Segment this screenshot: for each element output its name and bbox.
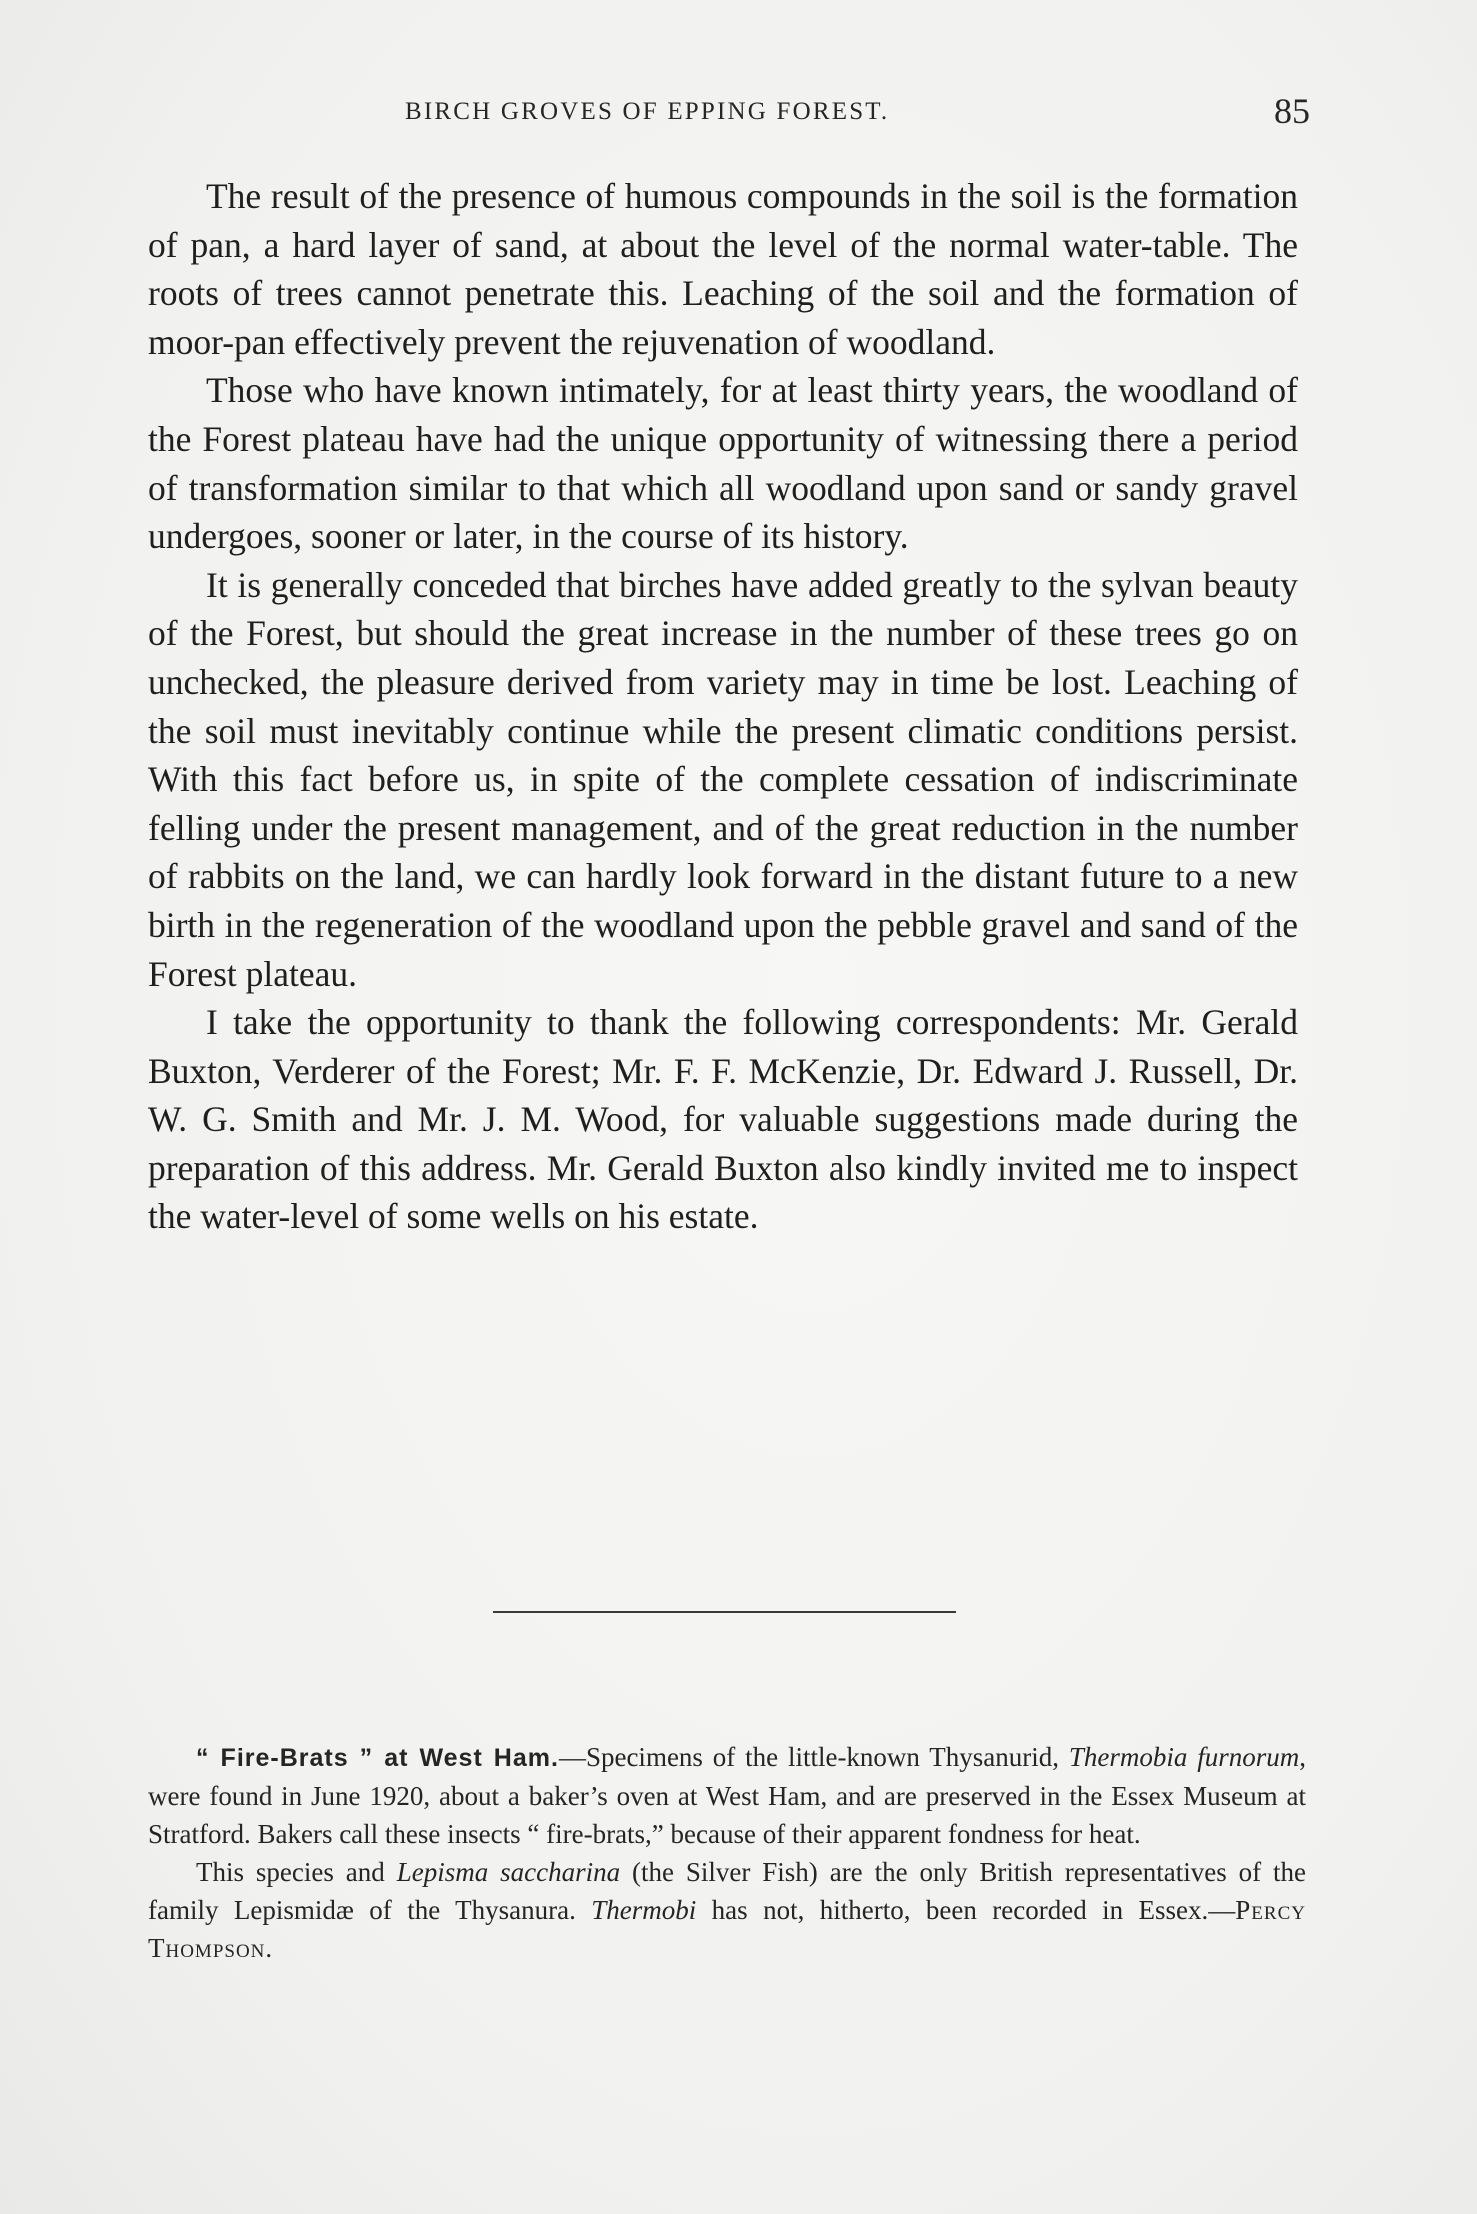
- page-number: 85: [1274, 91, 1310, 131]
- note-text: This species and: [196, 1857, 397, 1887]
- main-text: [148, 172, 1298, 1241]
- paragraph: Those who have known intimately, for at least thirty years, the woodland of the Forest plateau have had the unique opportunity of witnessing there a period of transformation similar to that which all woodland upon sand or sandy gravel undergoes, sooner or later, in the course of its history.: [148, 370, 1298, 557]
- paragraph: The result of the presence of humous compounds in the soil is the formation of pan, a hard layer of sand, at about the level of the normal water-table. The roots of trees cannot penetrate this. Leaching of the soil and the formation of moor-pan effectively prevent the rejuvenation of woodland.: [148, 176, 1298, 362]
- running-head: [150, 91, 1310, 138]
- note-text: (the Silver Fish) are the only British representatives of the family Lepismidæ of the Thysanura.: [148, 1857, 1307, 1925]
- paragraph: I take the opportunity to thank the following correspondents: Mr. Gerald Buxton, Verderer of the Forest; Mr. F. F. McKenzie, Dr. Edward J. Russell, Dr. W. G. Smith and Mr. J. M. Wood, for valuable suggestions made during the preparation of this address. Mr. Gerald Buxton also kindly invited me to inspect the water-level of some wells on his estate.: [148, 1002, 1298, 1237]
- note-section: [148, 1738, 1306, 1967]
- section-divider: [493, 1611, 956, 1613]
- species-name: Lepisma saccharina: [396, 1857, 621, 1887]
- species-name: Thermobia furnorum: [1068, 1742, 1300, 1772]
- running-title: BIRCH GROVES OF EPPING FOREST.: [405, 98, 890, 125]
- note-text: , were found in June 1920, about a baker’s oven at West Ham, and are preserved in the Essex Museum at Stratford. Bakers call these insects “ fire-brats,” because of their apparent fondness for heat.: [148, 1742, 1306, 1849]
- note-paragraph: [148, 1738, 1306, 1853]
- note-text: has not, hitherto, been recorded in Essex.—: [696, 1895, 1236, 1925]
- note-heading: “ Fire-Brats ” at West Ham.: [196, 1744, 559, 1772]
- note-author: Percy Thompson.: [148, 1895, 1306, 1963]
- paragraph: It is generally conceded that birches have added greatly to the sylvan beauty of the Forest, but should the great increase in the number of these trees go on unchecked, the pleasure derived from variety may in time be lost. Leaching of the soil must inevitably continue while the present climatic conditions persist. With this fact before us, in spite of the complete cessation of indiscriminate felling under the present management, and of the great reduction in the number of rabbits on the land, we can hardly look forward in the distant future to a new birth in the regeneration of the woodland upon the pebble gravel and sand of the Forest plateau.: [148, 564, 1298, 994]
- note-text: —Specimens of the little-known Thysanurid,: [558, 1742, 1069, 1772]
- note-paragraph: [148, 1853, 1306, 1967]
- species-name: Thermobi: [591, 1895, 697, 1925]
